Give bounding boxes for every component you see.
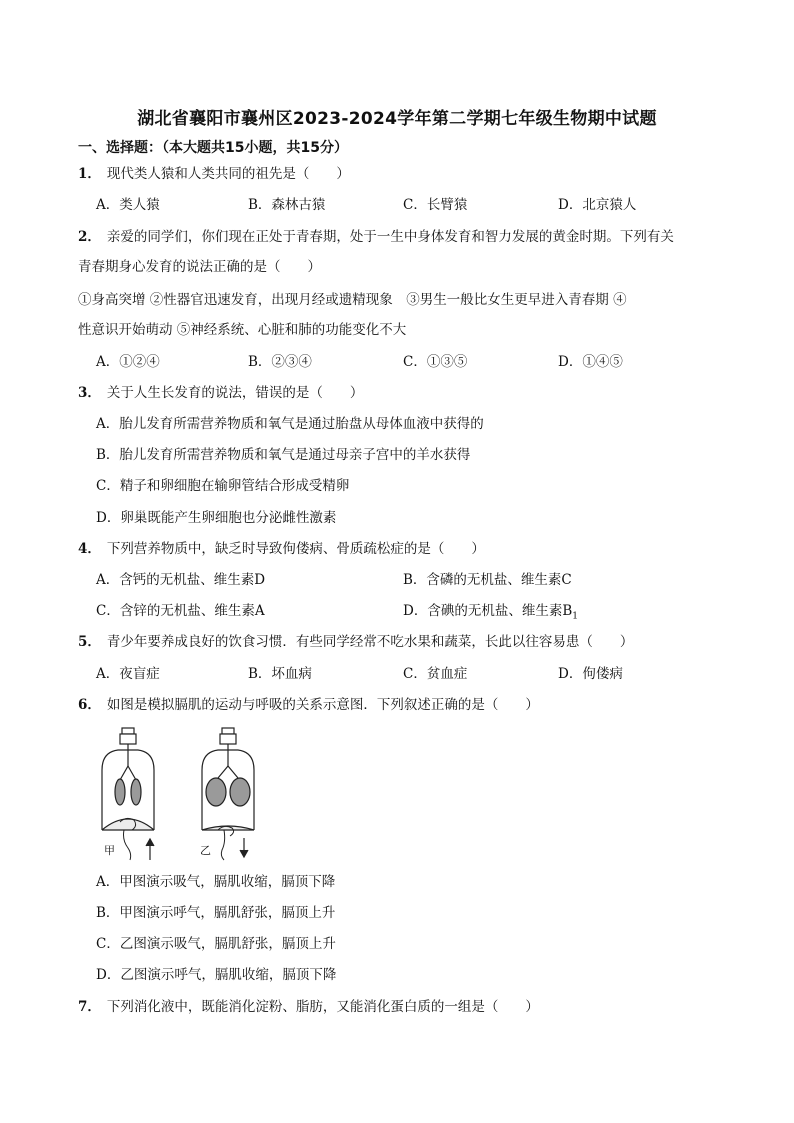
question-stem: 下列营养物质中，缺乏时导致佝偻病、骨质疏松症的是（ ） xyxy=(106,541,485,557)
question-7 xyxy=(78,998,539,1016)
section-heading: 一、选择题：（本大题共15小题，共15分） xyxy=(78,140,348,156)
question-stem: 下列消化液中，既能消化淀粉、脂肪，又能消化蛋白质的一组是（ ） xyxy=(106,999,539,1015)
page-title: 湖北省襄阳市襄州区2023-2024学年第二学期七年级生物期中试题 xyxy=(137,109,657,129)
question-stem: 亲爱的同学们，你们现在正处于青春期，处于一生中身体发育和智力发展的黄金时期。下列有关 xyxy=(106,229,674,245)
question-number: 4． xyxy=(78,541,101,557)
option-b: B．甲图演示呼气，膈肌舒张，膈顶上升 xyxy=(96,905,336,921)
option-d: D．乙图演示呼气，膈肌收缩，膈顶下降 xyxy=(96,967,337,983)
statement-list-cont: 性意识开始萌动 ⑤神经系统、心脏和肺的功能变化不大 xyxy=(78,322,407,338)
question-number: 3． xyxy=(78,385,101,401)
question-6 xyxy=(78,696,539,714)
option-b: B．森林古猿 xyxy=(248,197,326,213)
option-a: A．甲图演示吸气，膈肌收缩，膈顶下降 xyxy=(96,874,336,890)
option-c: C．贫血症 xyxy=(403,666,468,682)
option-d: D．北京猿人 xyxy=(558,197,637,213)
option-a: A．胎儿发育所需营养物质和氧气是通过胎盘从母体血液中获得的 xyxy=(96,416,484,432)
question-4 xyxy=(78,540,485,558)
question-2 xyxy=(78,228,674,246)
question-number: 1． xyxy=(78,166,101,182)
question-stem: 青少年要养成良好的饮食习惯．有些同学经常不吃水果和蔬菜，长此以往容易患（ ） xyxy=(106,634,634,650)
statement-list: ①身高突增 ②性器官迅速发育，出现月经或遗精现象 ③男生一般比女生更早进入青春期 ④ xyxy=(78,292,627,308)
diaphragm-model-figure xyxy=(92,726,270,862)
question-stem: 关于人生长发育的说法，错误的是（ ） xyxy=(106,385,364,401)
option-a: A．夜盲症 xyxy=(96,666,160,682)
question-1 xyxy=(78,165,350,183)
question-number: 7． xyxy=(78,999,101,1015)
option-a: A．类人猿 xyxy=(96,197,160,213)
option-c: C．长臂猿 xyxy=(403,197,468,213)
figure-label-b: 乙 xyxy=(200,844,211,857)
option-b: B．胎儿发育所需营养物质和氧气是通过母亲子宫中的羊水获得 xyxy=(96,447,471,463)
question-number: 5． xyxy=(78,634,101,650)
option-b: B．含磷的无机盐、维生素C xyxy=(403,572,572,588)
bell-jar-b xyxy=(202,728,254,860)
question-stem: 如图是模拟膈肌的运动与呼吸的关系示意图．下列叙述正确的是（ ） xyxy=(106,697,539,713)
question-3 xyxy=(78,384,363,402)
option-a: A．含钙的无机盐、维生素D xyxy=(96,572,266,588)
option-d: D．①④⑤ xyxy=(558,354,623,370)
option-d-text: D．含碘的无机盐、维生素B xyxy=(403,603,573,619)
option-b: B．坏血病 xyxy=(248,666,312,682)
option-c: C．精子和卵细胞在输卵管结合形成受精卵 xyxy=(96,478,350,494)
option-d: D．卵巢既能产生卵细胞也分泌雌性激素 xyxy=(96,510,337,526)
bell-jar-a xyxy=(102,728,154,860)
option-a: A．①②④ xyxy=(96,354,160,370)
option-c: C．乙图演示吸气，膈肌舒张，膈顶上升 xyxy=(96,936,336,952)
subscript: 1 xyxy=(572,611,578,622)
question-stem: 现代类人猿和人类共同的祖先是（ ） xyxy=(106,166,350,182)
option-c: C．①③⑤ xyxy=(403,354,468,370)
option-d xyxy=(403,602,578,626)
question-number: 2． xyxy=(78,229,101,245)
option-b: B．②③④ xyxy=(248,354,312,370)
question-number: 6． xyxy=(78,697,101,713)
figure-label-a: 甲 xyxy=(104,844,115,857)
question-5 xyxy=(78,633,633,651)
option-c: C．含锌的无机盐、维生素A xyxy=(96,603,265,619)
option-d: D．佝偻病 xyxy=(558,666,623,682)
question-stem-cont: 青春期身心发育的说法正确的是（ ） xyxy=(78,259,321,275)
